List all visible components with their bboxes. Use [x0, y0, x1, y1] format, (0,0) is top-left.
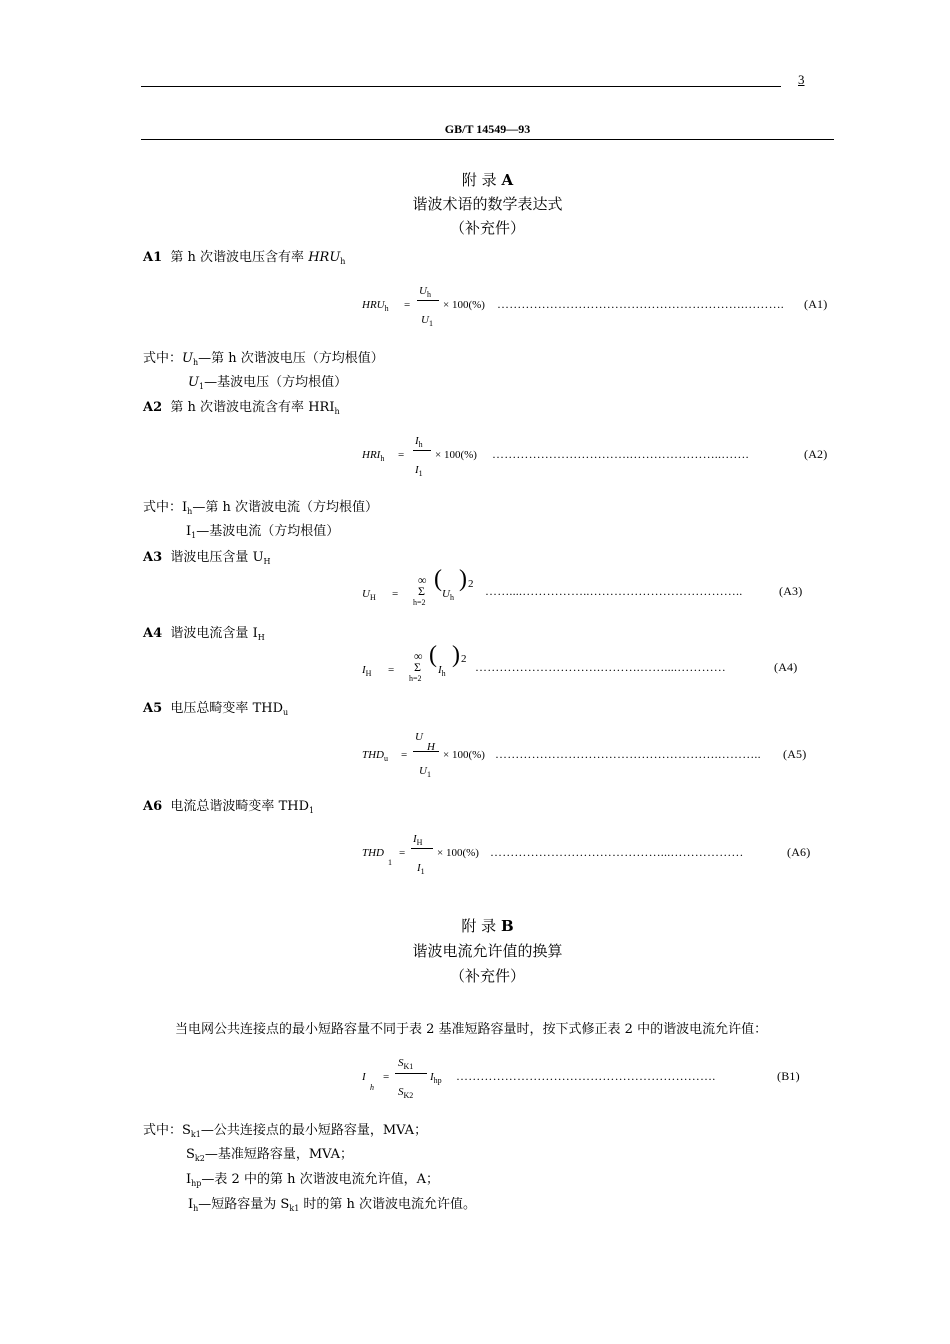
appendix-a-note: （补充件） [449, 219, 525, 237]
a1-where-2: $U_1—$基波电压（方均根值） [188, 375, 348, 391]
section-a5-heading: A5 电压总畸变率 $THD_u$ [143, 701, 289, 717]
appendix-b-heading: 附 录 B [461, 917, 514, 935]
section-a2-heading: A2 第 h 次谐波电流含有率 $HRI_h$ [143, 400, 340, 416]
b-where-1: 式中：$S_{k1}—$公共连接点的最小短路容量，MVA； [143, 1123, 428, 1139]
b-where-2: $S_{k2}—$基准短路容量，MVA； [186, 1147, 354, 1163]
b-where-3: $I_{hp}—$表 2 中的第 h 次谐波电流允许值，A； [186, 1172, 439, 1188]
section-a3-heading: A3 谐波电压含量 $U_H$ [143, 550, 271, 566]
a2-where-1: 式中：$I_h—$第 h 次谐波电流（方均根值） [143, 500, 378, 516]
page-number: 3 [798, 72, 805, 87]
appendix-b-title: 谐波电流允许值的换算 [412, 942, 563, 960]
section-a4-heading: A4 谐波电流含量 $I_H$ [143, 626, 265, 642]
header-bottom-rule [141, 139, 834, 140]
appendix-b-paragraph: 当电网公共连接点的最小短路容量不同于表 2 基准短路容量时，按下式修正表 2 中的谐波电流允许值： [175, 1022, 768, 1037]
section-a6-heading: A6 电流总谐波畸变率 $THD_1$ [143, 799, 315, 815]
a2-where-2: $I_1—$基波电流（方均根值） [186, 524, 340, 540]
header-top-rule [141, 86, 781, 87]
section-a1-heading: A1 第 h 次谐波电压含有率 $HRU_h$ [143, 250, 346, 266]
appendix-a-title: 谐波术语的数学表达式 [412, 195, 563, 213]
appendix-a-heading: 附 录 A [461, 171, 514, 189]
appendix-b-note: （补充件） [449, 967, 525, 985]
standard-code: GB/T 14549—93 [444, 122, 531, 136]
b-where-4: $I_h—$短路容量为 $S_{k1}$ 时的第 h 次谐波电流允许值。 [188, 1197, 477, 1213]
a1-where-1: 式中：$U_h—$第 h 次谐波电压（方均根值） [143, 351, 384, 367]
